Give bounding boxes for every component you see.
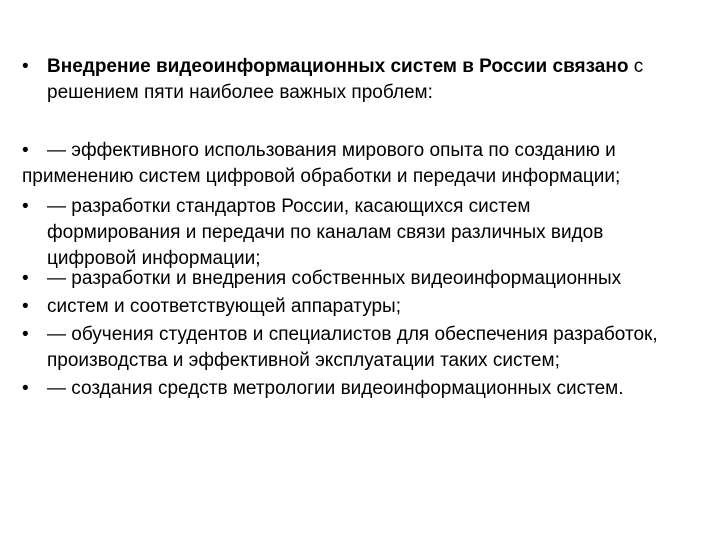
bullet-icon: • [22, 196, 29, 217]
bullet-icon: • [22, 378, 29, 399]
bullet-icon: • [22, 140, 29, 161]
list-item-text: — разработки и внедрения собственных видеоинформационных [47, 268, 622, 289]
list-item [22, 376, 702, 402]
list-item [22, 194, 702, 272]
list-item [22, 138, 702, 164]
bullet-icon: • [22, 56, 29, 77]
list-item [22, 54, 702, 106]
list-item-text: систем и соответствующей аппаратуры; [47, 296, 401, 317]
intro-rest-text: с решением пяти наиболее важных проблем: [47, 56, 644, 103]
bullet-icon: • [22, 324, 29, 345]
list-item-continuation: применению систем цифровой обработки и передачи информации; [22, 166, 621, 187]
bullet-icon: • [22, 296, 29, 317]
list-item-text: — обучения студентов и специалистов для обеспечения разработок, производства и эффективной эксплуатации таких систем; [47, 324, 658, 371]
list-item [22, 294, 702, 320]
bullet-icon: • [22, 268, 29, 289]
list-item-text: — разработки стандартов России, касающихся систем формирования и передачи по каналам связи различных видов цифровой информации; [47, 196, 604, 269]
list-item-text [47, 54, 702, 106]
intro-bold-text: Внедрение видеоинформационных систем в России связано [47, 56, 629, 77]
list-item [22, 322, 702, 374]
list-item-text: — эффективного использования мирового опыта по созданию и [47, 140, 616, 161]
list-item-text: — создания средств метрологии видеоинформационных систем. [47, 378, 624, 399]
list-item [22, 266, 702, 292]
